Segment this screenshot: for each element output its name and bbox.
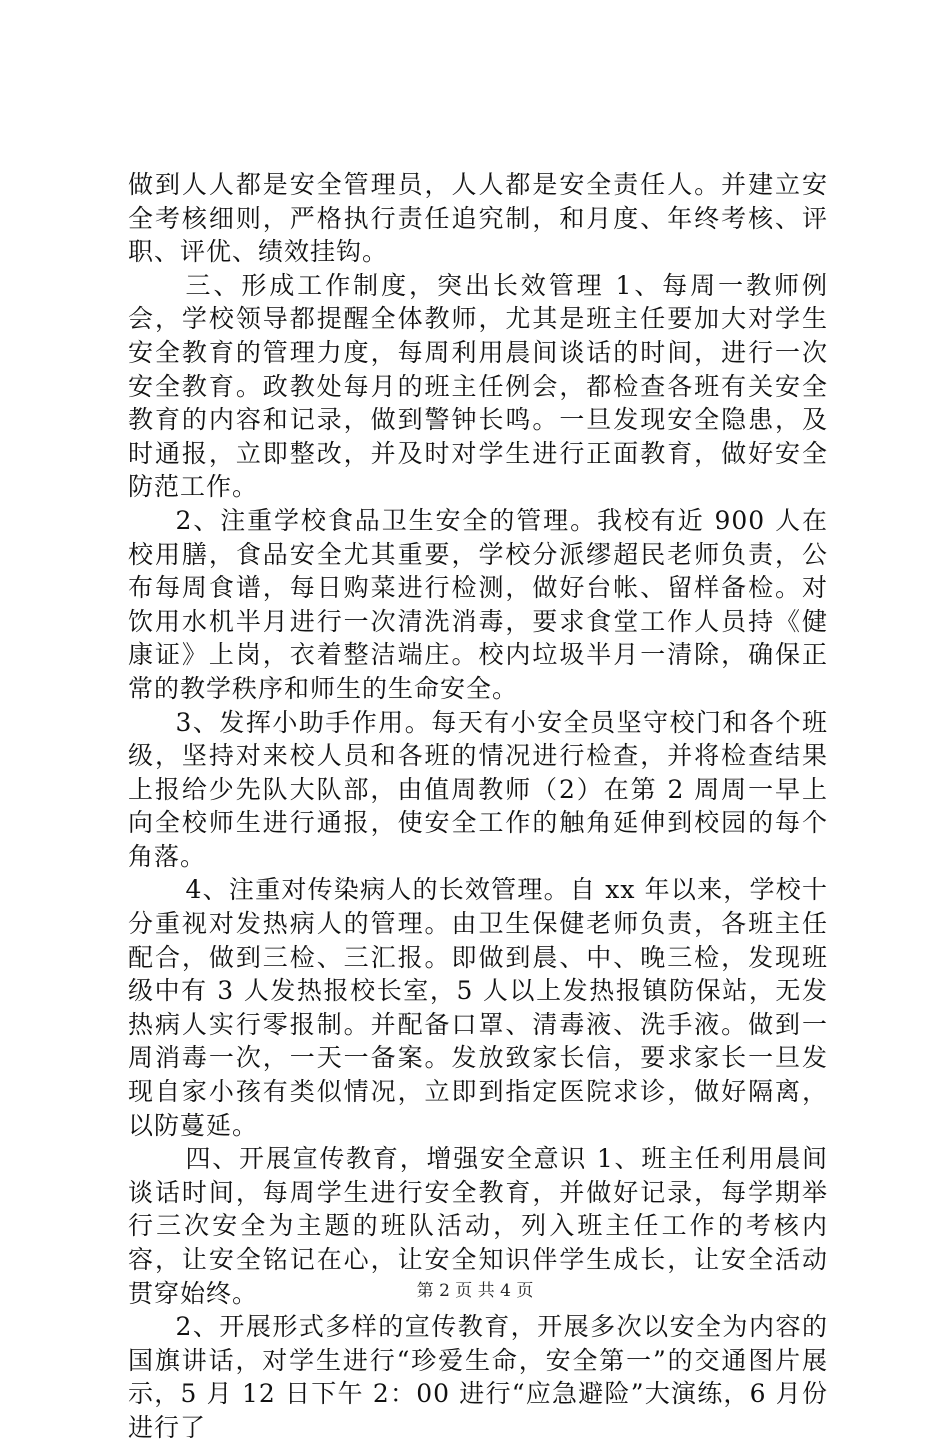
- paragraph-6: 四、开展宣传教育，增强安全意识 1、班主任利用晨间谈话时间，每周学生进行安全教育，并做好记录，每学期举行三次安全为主题的班队活动，列入班主任工作的考核内容，让安全铭记在心，让安全知识伴学生成长，让安全活动贯穿始终。: [128, 1144, 828, 1308]
- page-footer: 第 2 页 共 4 页: [416, 1281, 534, 1301]
- paragraph-2: 三、形成工作制度，突出长效管理 1、每周一教师例会，学校领导都提醒全体教师，尤其是班主任要加大对学生安全教育的管理力度，每周利用晨间谈话的时间，进行一次安全教育。政教处每月的班主任例会，都检查各班有关安全教育的内容和记录，做到警钟长鸣。一旦发现安全隐患，及时通报，立即整改，并及时对学生进行正面教育，做好安全防范工作。: [128, 270, 828, 502]
- paragraph-4: 3、发挥小助手作用。每天有小安全员坚守校门和各个班级，坚持对来校人员和各班的情况进行检查，并将检查结果上报给少先队大队部，由值周教师（2）在第 2 周周一早上向全校师生进行通报，使安全工作的触角延伸到校园的每个角落。: [128, 707, 828, 871]
- document-body: [128, 168, 828, 1445]
- paragraph-7: 2、开展形式多样的宣传教育，开展多次以安全为内容的国旗讲话，对学生进行“珍爱生命，安全第一”的交通图片展示，5 月 12 日下午 2：00 进行“应急避险”大演练，6 月份进行了: [128, 1312, 828, 1442]
- paragraph-5: 4、注重对传染病人的长效管理。自 xx 年以来，学校十分重视对发热病人的管理。由卫生保健老师负责，各班主任配合，做到三检、三汇报。即做到晨、中、晚三检，发现班级中有 3 人发热报校长室，5 人以上发热报镇防保站，无发热病人实行零报制。并配备口罩、清毒液、洗手液。做到一周消毒一次，一天一备案。发放致家长信，要求家长一旦发现自家小孩有类似情况，立即到指定医院求诊，做好隔离，以防蔓延。: [128, 875, 828, 1140]
- paragraph-3: 2、注重学校食品卫生安全的管理。我校有近 900 人在校用膳，食品安全尤其重要，学校分派缪超民老师负责，公布每周食谱，每日购菜进行检测，做好台帐、留样备检。对饮用水机半月进行一次清洗消毒，要求食堂工作人员持《健康证》上岗，衣着整洁端庄。校内垃圾半月一清除，确保正常的教学秩序和师生的生命安全。: [128, 505, 828, 703]
- paragraph-1: 做到人人都是安全管理员，人人都是安全责任人。并建立安全考核细则，严格执行责任追究制，和月度、年终考核、评职、评优、绩效挂钩。: [128, 170, 828, 267]
